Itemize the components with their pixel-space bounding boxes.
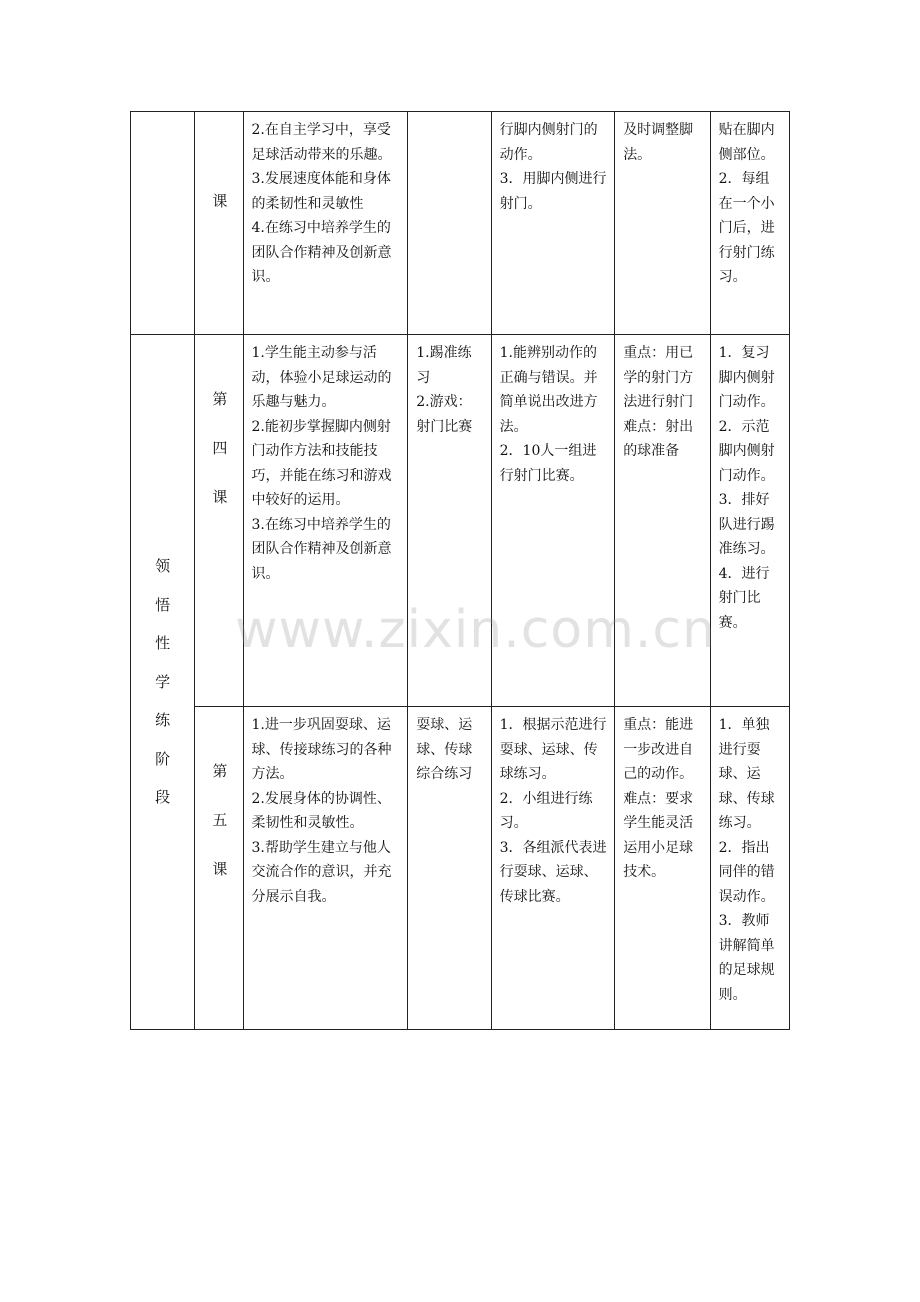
- lesson-char: 四: [212, 439, 228, 457]
- goal-item: 2.在自主学习中，享受足球活动带来的乐趣。: [251, 122, 392, 163]
- goal-item: 2.能初步掌握脚内侧射门动作方法和技能技巧，并能在练习和游戏中较好的运用。: [251, 418, 392, 508]
- lesson-char: 课: [212, 860, 228, 878]
- key-item: 难点：要求学生能灵活运用小足球技术。: [623, 790, 694, 880]
- method-item: 3．用脚内侧进行射门。: [499, 171, 607, 212]
- activity-item: 4．进行射门比赛。: [718, 565, 770, 631]
- lesson-plan-table: [130, 111, 790, 1030]
- activity-item: 1．复习脚内侧射门动作。: [718, 345, 775, 410]
- goals-cell: [243, 335, 408, 707]
- lesson-label: [203, 375, 236, 522]
- key-cell: [615, 707, 710, 1030]
- activity-item: 3．排好队进行踢准练习。: [718, 492, 775, 557]
- goal-item: 4.在练习中培养学生的团队合作精神及创新意识。: [251, 220, 392, 285]
- content-cell: [408, 707, 491, 1030]
- stage-char: 性: [155, 634, 171, 653]
- content-item: 耍球、运球、传球综合练习: [416, 717, 473, 782]
- stage-char: 段: [155, 788, 171, 807]
- method-item: 3．各组派代表进行耍球、运球、传球比赛。: [499, 839, 607, 905]
- method-item: 1.能辨别动作的正确与错误。并简单说出改进方法。: [499, 345, 598, 435]
- stage-char: 练: [155, 711, 171, 730]
- goal-item: 1.进一步巩固耍球、运球、传接球练习的各种方法。: [251, 717, 392, 782]
- activity-item: 3．教师讲解简单的足球规则。: [718, 913, 775, 1003]
- lesson-label: [203, 747, 236, 894]
- content-cell: [408, 335, 491, 707]
- activities-cell: [710, 112, 789, 335]
- goal-item: 3.发展速度体能和身体的柔韧性和灵敏性: [251, 171, 391, 212]
- lesson-char: 第: [212, 762, 228, 780]
- lesson-cell: [195, 112, 243, 335]
- method-item: 2．10人一组进行射门比赛。: [499, 443, 597, 484]
- content-item: 2.游戏：射门比赛: [416, 394, 473, 435]
- key-item: 重点：能进一步改进自己的动作。: [623, 717, 694, 782]
- goals-cell: [243, 707, 408, 1030]
- stage-char: 领: [155, 557, 171, 576]
- activities-cell: [710, 335, 789, 707]
- activity-item: 2．示范脚内侧射门动作。: [718, 418, 775, 484]
- methods-cell: [491, 335, 615, 707]
- stage-cell: [131, 112, 195, 335]
- goal-item: 3.在练习中培养学生的团队合作精神及创新意识。: [251, 516, 392, 582]
- stage-cell: [131, 335, 195, 1030]
- stage-char: 阶: [155, 749, 171, 768]
- activity-item: 2．指出同伴的错误动作。: [718, 839, 775, 905]
- goal-item: 3.帮助学生建立与他人交流合作的意识，并充分展示自我。: [251, 839, 392, 905]
- watermark: www.zixin.com.cn: [235, 600, 716, 660]
- key-item: 及时调整脚法。: [623, 122, 694, 163]
- method-item: 2．小组进行练习。: [499, 790, 593, 831]
- activity-item: 2．每组在一个小门后，进行射门练习。: [718, 171, 775, 285]
- table-row: [131, 112, 790, 335]
- methods-cell: [491, 112, 615, 335]
- lesson-char: 第: [212, 390, 228, 408]
- goals-cell: [243, 112, 408, 335]
- lesson-char: 课: [212, 192, 228, 210]
- method-item: 1．根据示范进行耍球、运球、传球练习。: [499, 717, 607, 782]
- methods-cell: [491, 707, 615, 1030]
- activities-cell: [710, 707, 789, 1030]
- key-item: 重点：用已学的射门方法进行射门: [623, 345, 694, 410]
- table-row: [131, 335, 790, 707]
- goal-item: 1.学生能主动参与活动，体验小足球运动的乐趣与魅力。: [251, 345, 392, 410]
- content-cell: [408, 112, 491, 335]
- stage-char: 学: [155, 672, 171, 691]
- stage-label: [131, 547, 194, 817]
- lesson-cell: [195, 335, 243, 707]
- key-cell: [615, 112, 710, 335]
- key-cell: [615, 335, 710, 707]
- activity-item: 1．单独进行耍球、运球、传球练习。: [718, 717, 775, 831]
- method-item: 行脚内侧射门的动作。: [499, 122, 598, 163]
- stage-char: 悟: [155, 595, 171, 614]
- lesson-cell: [195, 707, 243, 1030]
- activity-item: 贴在脚内侧部位。: [718, 122, 775, 163]
- goal-item: 2.发展身体的协调性、柔韧性和灵敏性。: [251, 790, 391, 831]
- lesson-char: 五: [212, 811, 228, 829]
- content-item: 1.踢准练习: [416, 345, 472, 386]
- lesson-char: 课: [212, 488, 228, 506]
- table-row: [131, 707, 790, 1030]
- key-item: 难点：射出的球准备: [623, 418, 694, 459]
